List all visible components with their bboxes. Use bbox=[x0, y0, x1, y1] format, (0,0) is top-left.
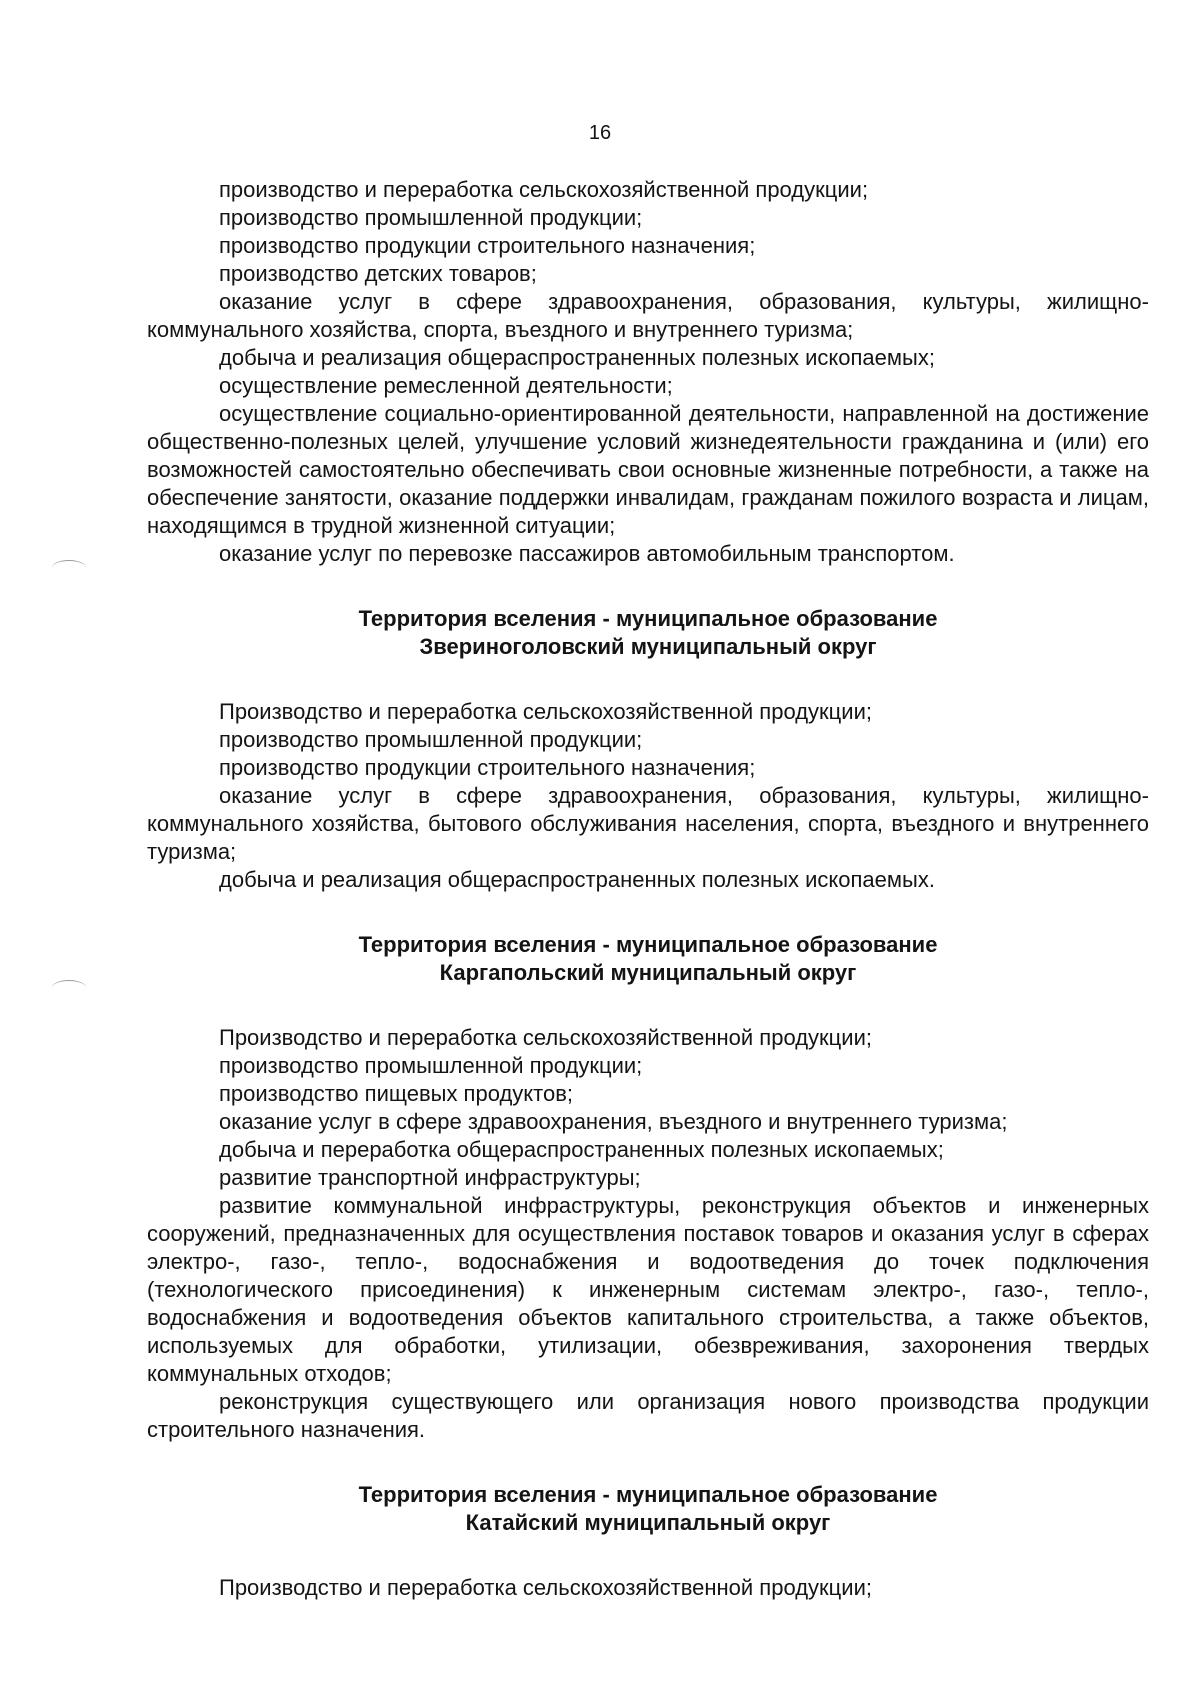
list-item: производство продукции строительного назначения; bbox=[219, 233, 756, 258]
scan-mark bbox=[52, 560, 86, 575]
section-title-line: Территория вселения - муниципальное образование bbox=[358, 932, 938, 957]
list-item: реконструкция существующего или организация нового производства продукции строительного назначения. bbox=[147, 1389, 1149, 1442]
section-title-line: Территория вселения - муниципальное образование bbox=[358, 1482, 938, 1507]
list-item: оказание услуг в сфере здравоохранения, образования, культуры, жилищно-коммунального хозяйства, бытового обслуживания населения, спорта, въездного и внутреннего туризма; bbox=[147, 783, 1149, 864]
section-list bbox=[147, 1024, 1149, 1444]
list-item: осуществление социально-ориентированной деятельности, направленной на достижение общественно-полезных целей, улучшение условий жизнедеятельности гражданина и (или) его возможностей самостоятельно обеспечивать свои основные жизненные потребности, а также на обеспечение занятости, оказание поддержки инвалидам, гражданам пожилого возраста и лицам, находящимся в трудной жизненной ситуации; bbox=[147, 401, 1149, 538]
section-heading bbox=[147, 931, 1149, 987]
list-item: Производство и переработка сельскохозяйственной продукции; bbox=[219, 1025, 872, 1050]
list-item: производство промышленной продукции; bbox=[219, 205, 643, 230]
list-item: оказание услуг в сфере здравоохранения, образования, культуры, жилищно-коммунального хозяйства, спорта, въездного и внутреннего туризма; bbox=[147, 289, 1149, 342]
page-number: 16 bbox=[588, 122, 612, 144]
section-title-line: Территория вселения - муниципальное образование bbox=[358, 606, 938, 631]
section-title-line: Звериноголовский муниципальный округ bbox=[419, 634, 877, 659]
intro-list bbox=[147, 176, 1149, 568]
section-list bbox=[147, 698, 1149, 894]
scan-mark bbox=[52, 980, 86, 995]
list-item: оказание услуг в сфере здравоохранения, въездного и внутреннего туризма; bbox=[219, 1109, 1008, 1134]
list-item: развитие коммунальной инфраструктуры, реконструкция объектов и инженерных сооружений, предназначенных для осуществления поставок товаров и оказания услуг в сферах электро-, газо-, тепло-, водоснабжения и водоотведения до точек подключения (технологического присоединения) к инженерным системам электро-, газо-, тепло-, водоснабжения и водоотведения объектов капитального строительства, а также объектов, используемых для обработки, утилизации, обезвреживания, захоронения твердых коммунальных отходов; bbox=[147, 1193, 1149, 1386]
list-item: оказание услуг по перевозке пассажиров автомобильным транспортом. bbox=[219, 541, 955, 566]
list-item: производство промышленной продукции; bbox=[219, 1053, 643, 1078]
section-heading bbox=[147, 1481, 1149, 1537]
list-item: производство пищевых продуктов; bbox=[219, 1081, 574, 1106]
list-item: производство и переработка сельскохозяйственной продукции; bbox=[219, 177, 869, 202]
list-item: осуществление ремесленной деятельности; bbox=[219, 373, 673, 398]
section-title-line: Каргапольский муниципальный округ bbox=[439, 960, 857, 985]
list-item: добыча и реализация общераспространенных полезных ископаемых. bbox=[219, 867, 935, 892]
list-item: добыча и переработка общераспространенных полезных ископаемых; bbox=[219, 1137, 944, 1162]
list-item: Производство и переработка сельскохозяйственной продукции; bbox=[219, 699, 872, 724]
list-item: производство промышленной продукции; bbox=[219, 727, 643, 752]
document-body bbox=[147, 176, 1149, 1602]
section-title-line: Катайский муниципальный округ bbox=[465, 1510, 831, 1535]
list-item: производство детских товаров; bbox=[219, 261, 537, 286]
section-list bbox=[147, 1574, 1149, 1602]
list-item: производство продукции строительного назначения; bbox=[219, 755, 756, 780]
list-item: добыча и реализация общераспространенных полезных ископаемых; bbox=[219, 345, 935, 370]
list-item: развитие транспортной инфраструктуры; bbox=[219, 1165, 641, 1190]
section-heading bbox=[147, 605, 1149, 661]
list-item: Производство и переработка сельскохозяйственной продукции; bbox=[219, 1575, 872, 1600]
